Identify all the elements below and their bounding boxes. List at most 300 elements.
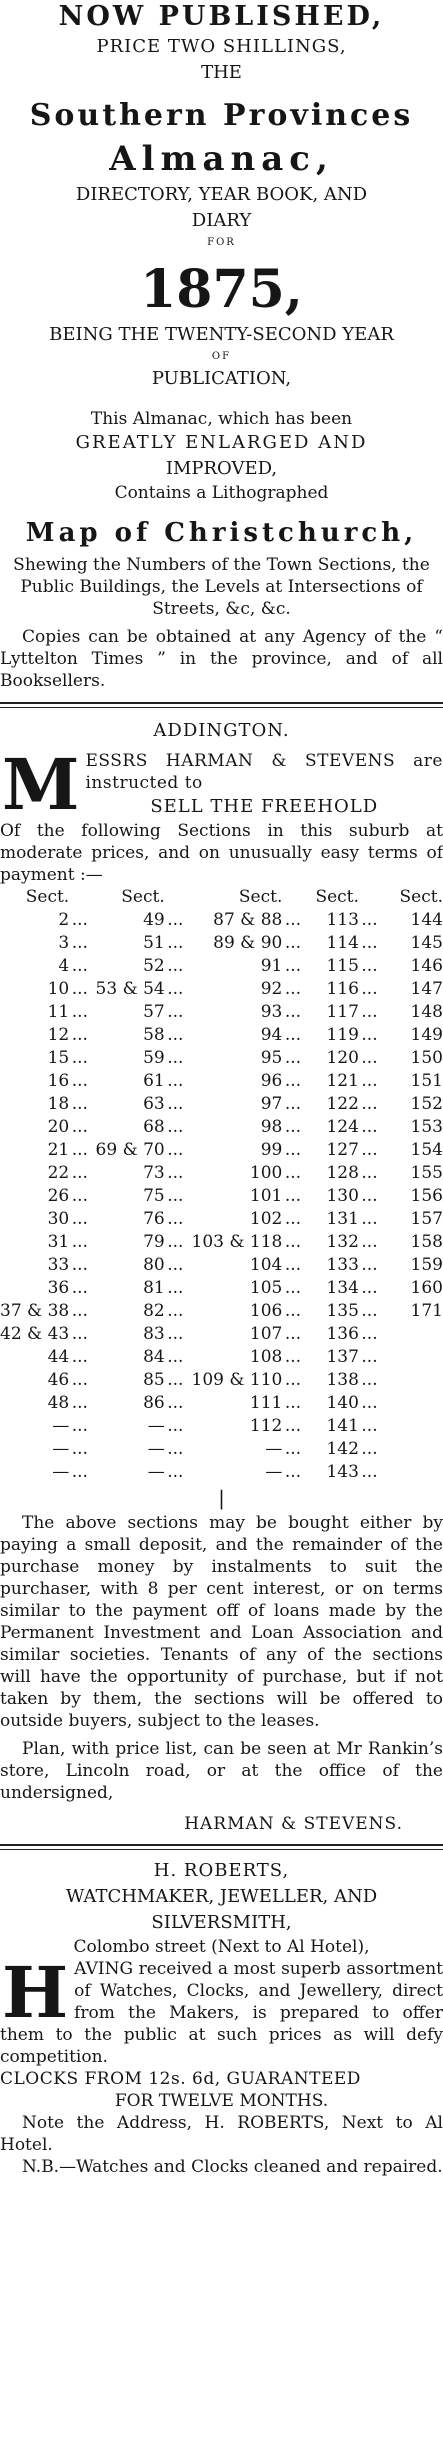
section-divider: [0, 1844, 443, 1846]
being-line: BEING THE TWENTY-SECOND YEAR: [49, 324, 394, 345]
subtitle-directory: DIRECTORY, YEAR BOOK, AND: [75, 184, 368, 205]
addington-intro-2: Of the following Sections in this suburb at moderate prices, and on unusually easy terms of payment :—: [0, 821, 443, 885]
leader-dots: ...: [361, 1439, 378, 1459]
table-cell: 75: [143, 1186, 165, 1206]
table-cell: 133: [326, 1255, 359, 1275]
table-cell: 80: [143, 1255, 165, 1275]
table-cell: 59: [143, 1048, 165, 1068]
leader-dots: ...: [361, 1301, 378, 1321]
table-cell: 102: [249, 1209, 283, 1229]
table-cell: 122: [326, 1094, 359, 1114]
table-cell: 136: [326, 1324, 359, 1344]
table-cell: 33: [47, 1255, 70, 1275]
table-cell: 58: [143, 1025, 165, 1045]
table-cell: 83: [143, 1324, 165, 1344]
leader-dots: ...: [167, 1094, 184, 1114]
subtitle-diary: DIARY: [191, 210, 252, 231]
table-cell: 137: [326, 1347, 359, 1367]
table-cell: 15: [47, 1048, 70, 1068]
leader-dots: ...: [71, 956, 88, 976]
leader-dots: ...: [361, 1048, 378, 1068]
table-cell: [380, 1392, 443, 1415]
dropcap-h: H: [2, 1958, 69, 2034]
leader-dots: ...: [284, 1163, 302, 1183]
table-cell: [380, 1323, 443, 1346]
table-cell: 153: [410, 1117, 443, 1137]
leader-dots: ...: [71, 1278, 88, 1298]
signature-harman-stevens: HARMAN & STEVENS.: [184, 1814, 403, 1834]
leader-dots: ...: [167, 1048, 184, 1068]
leader-dots: ...: [71, 1416, 88, 1436]
table-cell: 42 & 43: [0, 1324, 70, 1344]
table-cell: 114: [326, 933, 359, 953]
table-cell: 73: [143, 1163, 165, 1183]
sections-header-row: [0, 886, 443, 909]
table-cell: 113: [326, 910, 359, 930]
table-cell: [380, 1346, 443, 1369]
table-row: [0, 1070, 443, 1093]
table-cell: 134: [326, 1278, 359, 1298]
leader-dots: ...: [167, 1025, 184, 1045]
almanac-para-1a: This Almanac, which has been: [90, 409, 353, 429]
table-cell: 85: [143, 1370, 165, 1390]
clocks-line-1: CLOCKS FROM 12s. 6d, GUARANTEED: [0, 2069, 361, 2089]
table-cell: 145: [410, 933, 443, 953]
col-header: Sect.: [25, 887, 70, 907]
table-row: [0, 1116, 443, 1139]
table-cell: 46: [47, 1370, 70, 1390]
table-cell: 128: [326, 1163, 359, 1183]
leader-dots: ...: [167, 933, 184, 953]
section-divider: [0, 702, 443, 704]
leader-dots: ...: [361, 1324, 378, 1344]
table-cell: 53 & 54: [95, 979, 165, 999]
table-cell: 87 & 88: [213, 910, 283, 930]
leader-dots: ...: [361, 1462, 378, 1482]
table-cell: 30: [47, 1209, 70, 1229]
leader-dots: ...: [284, 1301, 302, 1321]
table-row: [0, 1001, 443, 1024]
table-cell: [380, 1415, 443, 1438]
addington-advert: [0, 718, 443, 1834]
table-cell: 96: [260, 1071, 283, 1091]
table-row: [0, 978, 443, 1001]
leader-dots: ...: [361, 910, 378, 930]
leader-dots: ...: [71, 1347, 88, 1367]
roberts-advert: [0, 1858, 443, 2178]
leader-dots: ...: [71, 1025, 88, 1045]
leader-dots: ...: [284, 1140, 302, 1160]
leader-dots: ...: [167, 1462, 184, 1482]
table-cell: —: [265, 1439, 283, 1459]
almanac-para-1b: GREATLY ENLARGED AND: [75, 432, 368, 453]
table-cell: 135: [326, 1301, 359, 1321]
table-cell: 12: [47, 1025, 70, 1045]
col-header: Sect.: [315, 887, 359, 907]
table-cell: 171: [410, 1301, 443, 1321]
of-line: OF: [211, 351, 232, 362]
addington-para-1: The above sections may be bought either by paying a small deposit, and the remainder of the purchase money by instalments to suit the purchaser, with 8 per cent interest, or on terms similar to the payment off of loans made by the Permanent Investment and Loan Association and similar societies. Tenants of any of the sections will have the opportunity of purchase, but if not taken by them, the sections will be offered to outside buyers, subject to the leases.: [0, 1513, 443, 1731]
table-cell: —: [265, 1462, 283, 1482]
leader-dots: ...: [167, 1140, 184, 1160]
roberts-trade-1: WATCHMAKER, JEWELLER, AND: [65, 1886, 378, 1907]
publication-line: PUBLICATION,: [151, 368, 292, 389]
table-cell: 79: [143, 1232, 165, 1252]
leader-dots: ...: [361, 1347, 378, 1367]
table-cell: —: [147, 1462, 165, 1482]
leader-dots: ...: [284, 1255, 302, 1275]
leader-dots: ...: [361, 1140, 378, 1160]
table-row: [0, 909, 443, 932]
table-row: [0, 1162, 443, 1185]
table-cell: 100: [249, 1163, 283, 1183]
table-row: [0, 1208, 443, 1231]
table-cell: 2: [58, 910, 70, 930]
almanac-advert: [0, 0, 443, 692]
table-cell: [380, 1461, 443, 1484]
table-cell: 147: [410, 979, 443, 999]
leader-dots: ...: [284, 1209, 302, 1229]
leader-dots: ...: [361, 1416, 378, 1436]
leader-dots: ...: [71, 1117, 88, 1137]
section-divider-thin: [0, 1849, 443, 1850]
leader-dots: ...: [71, 1324, 88, 1344]
table-cell: 149: [410, 1025, 443, 1045]
leader-dots: ...: [71, 979, 88, 999]
table-cell: 103 & 118: [191, 1232, 283, 1252]
table-row: [0, 1231, 443, 1254]
leader-dots: ...: [167, 1347, 184, 1367]
table-cell: 94: [260, 1025, 283, 1045]
leader-dots: ...: [71, 1439, 88, 1459]
roberts-intro: [0, 1958, 443, 2068]
table-cell: 98: [260, 1117, 283, 1137]
table-cell: 11: [47, 1002, 70, 1022]
table-cell: 120: [326, 1048, 359, 1068]
leader-dots: ...: [284, 1094, 302, 1114]
table-cell: 154: [410, 1140, 443, 1160]
leader-dots: ...: [71, 1393, 88, 1413]
table-cell: 158: [410, 1232, 443, 1252]
table-cell: 119: [326, 1025, 359, 1045]
table-cell: 157: [410, 1209, 443, 1229]
table-cell: 111: [249, 1393, 283, 1413]
table-row: [0, 1093, 443, 1116]
leader-dots: ...: [71, 1255, 88, 1275]
table-cell: 140: [326, 1393, 359, 1413]
table-row: [0, 1047, 443, 1070]
table-cell: 91: [260, 956, 283, 976]
table-cell: 152: [410, 1094, 443, 1114]
table-cell: 117: [326, 1002, 359, 1022]
leader-dots: ...: [167, 1186, 184, 1206]
leader-dots: ...: [71, 933, 88, 953]
table-cell: 4: [58, 956, 70, 976]
table-cell: 131: [326, 1209, 359, 1229]
table-row: [0, 1277, 443, 1300]
table-cell: 18: [47, 1094, 70, 1114]
leader-dots: ...: [284, 1347, 302, 1367]
leader-dots: ...: [361, 1071, 378, 1091]
leader-dots: ...: [361, 1393, 378, 1413]
table-cell: [380, 1369, 443, 1392]
sell-freehold: SELL THE FREEHOLD: [150, 796, 379, 817]
leader-dots: ...: [167, 1117, 184, 1137]
leader-dots: ...: [361, 1002, 378, 1022]
table-row: [0, 932, 443, 955]
table-cell: —: [52, 1462, 70, 1482]
leader-dots: ...: [167, 1278, 184, 1298]
leader-dots: ...: [284, 1393, 302, 1413]
table-cell: 107: [249, 1324, 283, 1344]
table-row: [0, 955, 443, 978]
table-cell: 36: [47, 1278, 70, 1298]
leader-dots: ...: [167, 1393, 184, 1413]
table-cell: 82: [143, 1301, 165, 1321]
roberts-name: H. ROBERTS,: [153, 1860, 290, 1881]
leader-dots: ...: [167, 1209, 184, 1229]
leader-dots: ...: [71, 1002, 88, 1022]
clocks-line-2: FOR TWELVE MONTHS.: [114, 2091, 329, 2111]
leader-dots: ...: [167, 1324, 184, 1344]
table-cell: 112: [249, 1416, 283, 1436]
table-cell: 3: [58, 933, 70, 953]
table-cell: 76: [143, 1209, 165, 1229]
leader-dots: ...: [361, 1186, 378, 1206]
table-cell: 20: [47, 1117, 70, 1137]
leader-dots: ...: [284, 956, 302, 976]
leader-dots: ...: [167, 1002, 184, 1022]
addington-heading: ADDINGTON.: [153, 720, 290, 741]
table-cell: 150: [410, 1048, 443, 1068]
leader-dots: ...: [71, 1140, 88, 1160]
table-cell: 89 & 90: [213, 933, 283, 953]
addington-intro: [0, 750, 443, 820]
leader-dots: ...: [71, 1370, 88, 1390]
leader-dots: ...: [284, 979, 302, 999]
table-row: [0, 1392, 443, 1415]
table-cell: [380, 1438, 443, 1461]
table-row: [0, 1323, 443, 1346]
table-cell: 146: [410, 956, 443, 976]
dropcap-m: M: [2, 750, 80, 820]
table-cell: 93: [260, 1002, 283, 1022]
leader-dots: ...: [71, 1209, 88, 1229]
price-line: PRICE TWO SHILLINGS,: [96, 36, 347, 57]
table-cell: 49: [143, 910, 165, 930]
table-cell: 16: [47, 1071, 70, 1091]
table-cell: 86: [143, 1393, 165, 1413]
roberts-note: Note the Address, H. ROBERTS, Next to Al Hotel.: [0, 2113, 443, 2155]
leader-dots: ...: [361, 1255, 378, 1275]
table-cell: 63: [143, 1094, 165, 1114]
table-cell: 144: [410, 910, 443, 930]
table-cell: 156: [410, 1186, 443, 1206]
roberts-address: Colombo street (Next to Al Hotel),: [73, 1937, 370, 1957]
table-cell: 108: [249, 1347, 283, 1367]
leader-dots: ...: [284, 1071, 302, 1091]
roberts-trade-2: SILVERSMITH,: [151, 1912, 292, 1933]
leader-dots: ...: [284, 1324, 302, 1344]
headline-now-published: NOW PUBLISHED,: [58, 1, 385, 32]
leader-dots: ...: [167, 1370, 184, 1390]
col-header: Sect.: [399, 887, 443, 907]
leader-dots: ...: [167, 1255, 184, 1275]
leader-dots: ...: [167, 956, 184, 976]
leader-dots: ...: [71, 1232, 88, 1252]
table-cell: 109 & 110: [191, 1370, 283, 1390]
table-cell: 61: [143, 1071, 165, 1091]
table-cell: 116: [326, 979, 359, 999]
table-cell: 124: [326, 1117, 359, 1137]
leader-dots: ...: [284, 1025, 302, 1045]
leader-dots: ...: [167, 1232, 184, 1252]
leader-dots: ...: [284, 1370, 302, 1390]
the-line: THE: [201, 62, 242, 83]
table-cell: 99: [260, 1140, 283, 1160]
table-cell: 81: [143, 1278, 165, 1298]
leader-dots: ...: [71, 1094, 88, 1114]
leader-dots: ...: [284, 933, 302, 953]
leader-dots: ...: [167, 1439, 184, 1459]
title-southern-provinces: Southern Provinces: [29, 98, 414, 133]
sections-table: [0, 886, 443, 1484]
leader-dots: ...: [361, 1209, 378, 1229]
leader-dots: ...: [361, 933, 378, 953]
leader-dots: ...: [284, 1416, 302, 1436]
almanac-para-3: Copies can be obtained at any Agency of the “ Lyttelton Times ” in the province, and of all Booksellers.: [0, 627, 443, 691]
leader-dots: ...: [71, 910, 88, 930]
table-cell: 151: [410, 1071, 443, 1091]
table-cell: 160: [410, 1278, 443, 1298]
leader-dots: ...: [361, 979, 378, 999]
table-cell: 31: [47, 1232, 70, 1252]
table-cell: 132: [326, 1232, 359, 1252]
leader-dots: ...: [361, 1117, 378, 1137]
leader-dots: ...: [284, 1232, 302, 1252]
table-cell: 48: [47, 1393, 70, 1413]
leader-dots: ...: [284, 1048, 302, 1068]
table-cell: 143: [326, 1462, 359, 1482]
leader-dots: ...: [361, 1232, 378, 1252]
leader-dots: ...: [284, 1439, 302, 1459]
table-cell: 57: [143, 1002, 165, 1022]
leader-dots: ...: [167, 1416, 184, 1436]
leader-dots: ...: [361, 1370, 378, 1390]
leader-dots: ...: [71, 1186, 88, 1206]
table-cell: 101: [249, 1186, 283, 1206]
table-row: [0, 1185, 443, 1208]
roberts-para-1: AVING received a most superb assortment of Watches, Clocks, and Jewellery, direct from the Makers, is prepared to offer them to the public at such prices as will defy competition.: [0, 1959, 443, 2067]
table-cell: 104: [249, 1255, 283, 1275]
table-cell: 115: [326, 956, 359, 976]
title-almanac: Almanac,: [109, 139, 334, 179]
table-row: [0, 1300, 443, 1323]
table-cell: 68: [143, 1117, 165, 1137]
table-cell: 127: [326, 1140, 359, 1160]
table-cell: —: [52, 1439, 70, 1459]
leader-dots: ...: [167, 1301, 184, 1321]
almanac-para-1d: Contains a Lithographed: [114, 483, 329, 503]
table-cell: 106: [249, 1301, 283, 1321]
table-cell: —: [147, 1416, 165, 1436]
table-cell: 138: [326, 1370, 359, 1390]
table-row: [0, 1438, 443, 1461]
leader-dots: ...: [361, 1163, 378, 1183]
table-row: [0, 1254, 443, 1277]
addington-para-2: Plan, with price list, can be seen at Mr Rankin’s store, Lincoln road, or at the office of the undersigned,: [0, 1739, 443, 1803]
table-cell: 92: [260, 979, 283, 999]
almanac-para-2: Shewing the Numbers of the Town Sections, the Public Buildings, the Levels at Intersections of Streets, &c, &c.: [13, 555, 430, 619]
for-line: FOR: [207, 237, 236, 248]
map-title: Map of Christchurch,: [25, 518, 418, 548]
table-cell: 84: [143, 1347, 165, 1367]
table-cell: 141: [326, 1416, 359, 1436]
table-row: [0, 1415, 443, 1438]
section-divider-thin: [0, 707, 443, 708]
table-cell: 37 & 38: [0, 1301, 70, 1321]
table-cell: 26: [47, 1186, 70, 1206]
table-cell: 21: [47, 1140, 70, 1160]
table-cell: 69 & 70: [95, 1140, 165, 1160]
table-cell: 52: [143, 956, 165, 976]
table-cell: —: [52, 1416, 70, 1436]
table-cell: 51: [143, 933, 165, 953]
table-cell: 130: [326, 1186, 359, 1206]
sections-body: [0, 909, 443, 1484]
leader-dots: ...: [361, 1025, 378, 1045]
leader-dots: ...: [167, 910, 184, 930]
table-cell: 142: [326, 1439, 359, 1459]
table-cell: 159: [410, 1255, 443, 1275]
table-row: [0, 1024, 443, 1047]
roberts-nb: N.B.—Watches and Clocks cleaned and repaired.: [22, 2157, 443, 2177]
leader-dots: ...: [284, 1117, 302, 1137]
table-cell: 105: [249, 1278, 283, 1298]
leader-dots: ...: [167, 1071, 184, 1091]
table-cell: 121: [326, 1071, 359, 1091]
leader-dots: ...: [71, 1048, 88, 1068]
leader-dots: ...: [284, 1002, 302, 1022]
table-row: [0, 1369, 443, 1392]
leader-dots: ...: [284, 1278, 302, 1298]
leader-dots: ...: [284, 1186, 302, 1206]
table-cell: —: [147, 1439, 165, 1459]
table-cell: 10: [47, 979, 70, 999]
leader-dots: ...: [167, 979, 184, 999]
almanac-para-1c: IMPROVED,: [165, 458, 278, 479]
col-header: Sect.: [238, 887, 283, 907]
leader-dots: ...: [71, 1163, 88, 1183]
table-cell: 97: [260, 1094, 283, 1114]
leader-dots: ...: [71, 1301, 88, 1321]
leader-dots: ...: [284, 1462, 302, 1482]
leader-dots: ...: [167, 1163, 184, 1183]
table-cell: 95: [260, 1048, 283, 1068]
table-row: [0, 1461, 443, 1484]
leader-dots: ...: [284, 910, 302, 930]
leader-dots: ...: [361, 956, 378, 976]
col-header: Sect.: [121, 887, 165, 907]
table-cell: 22: [47, 1163, 70, 1183]
ornament-divider: |: [218, 1486, 225, 1510]
leader-dots: ...: [361, 1094, 378, 1114]
addington-intro-text: ESSRS HARMAN & STEVENS are instructed to: [85, 751, 443, 793]
leader-dots: ...: [361, 1278, 378, 1298]
table-row: [0, 1139, 443, 1162]
table-row: [0, 1346, 443, 1369]
leader-dots: ...: [71, 1071, 88, 1091]
